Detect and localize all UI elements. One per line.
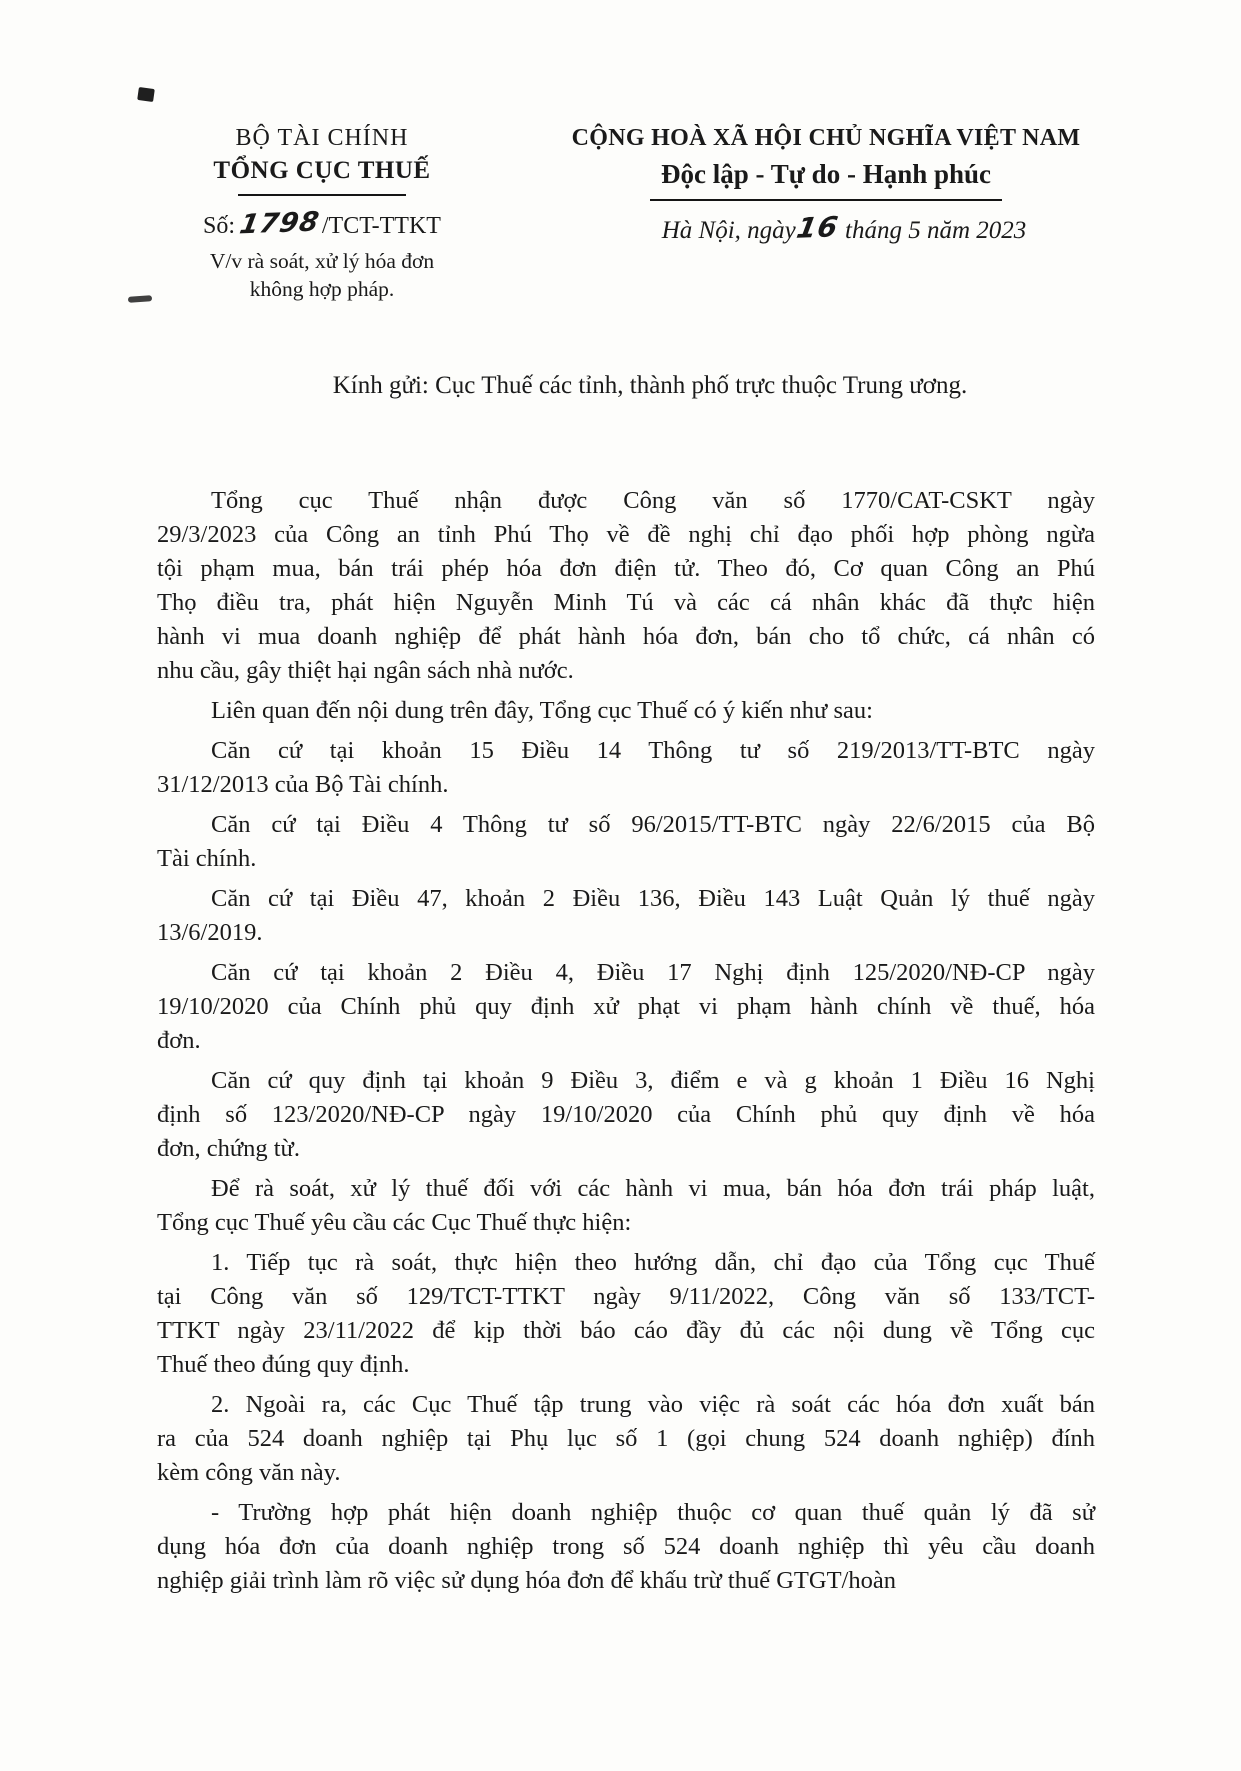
scan-artifact-left [128,295,152,303]
paragraph-line: kèm công văn này. [157,1459,341,1486]
paragraph-line: 1. Tiếp tục rà soát, thực hiện theo hướng dẫn, chỉ đạo của Tổng cục Thuế [211,1249,1095,1276]
document-body [157,484,1095,1604]
paragraph-line: dụng hóa đơn của doanh nghiệp trong số 524 doanh nghiệp thì yêu cầu doanh [157,1533,1095,1560]
place-date-prefix: Hà Nội, ngày [661,217,796,245]
salutation: Kính gửi: Cục Thuế các tỉnh, thành phố trực thuộc Trung ương. [332,372,968,399]
paragraph-line: Để rà soát, xử lý thuế đối với các hành vi mua, bán hóa đơn trái pháp luật, [211,1175,1095,1202]
paragraph [157,1246,1095,1382]
paragraph-line: đơn, chứng từ. [157,1135,300,1162]
paragraph-line: hành vi mua doanh nghiệp để phát hành hóa đơn, bán cho tổ chức, cá nhân có [157,623,1095,650]
issuing-agency-block [164,124,480,302]
subject-line-1: V/v rà soát, xử lý hóa đơn [209,248,435,273]
department-name: TỔNG CỤC THUẾ [213,157,431,185]
paragraph-line: 19/10/2020 của Chính phủ quy định xử phạt vi phạm hành chính về thuế, hóa [157,993,1095,1020]
document-number-suffix: /TCT-TTKT [321,212,441,239]
paragraph-line: Căn cứ tại khoản 15 Điều 14 Thông tư số 219/2013/TT-BTC ngày [211,737,1095,764]
agency-underline [238,194,406,196]
paragraph-line: nhu cầu, gây thiệt hại ngân sách nhà nước. [157,657,574,684]
paragraph-line: Tổng cục Thuế nhận được Công văn số 1770/CAT-CSKT ngày [211,487,1095,514]
national-header-block [540,124,1112,246]
subject-line-2: không hợp pháp. [249,276,395,301]
paragraph-line: TTKT ngày 23/11/2022 để kịp thời báo cáo đầy đủ các nội dung về Tổng cục [157,1317,1095,1344]
paragraph-line: nghiệp giải trình làm rõ việc sử dụng hóa đơn để khấu trừ thuế GTGT/hoàn [157,1567,896,1594]
place-date-line [558,212,1130,246]
paragraph [157,1064,1095,1166]
paragraph [157,484,1095,688]
paragraph-line: Tài chính. [157,845,257,872]
paragraph [157,1172,1095,1240]
scan-artifact-top [137,87,155,102]
date-handwritten: 16 [793,210,842,245]
paragraph-line: Căn cứ tại khoản 2 Điều 4, Điều 17 Nghị định 125/2020/NĐ-CP ngày [211,959,1095,986]
document-number-prefix: Số: [203,212,236,239]
paragraph [157,956,1095,1058]
paragraph-line: 2. Ngoài ra, các Cục Thuế tập trung vào việc rà soát các hóa đơn xuất bán [211,1391,1095,1418]
paragraph-line: Thọ điều tra, phát hiện Nguyễn Minh Tú và các cá nhân khác đã thực hiện [157,589,1095,616]
paragraph-line: đơn. [157,1027,201,1054]
paragraph-line: Tổng cục Thuế yêu cầu các Cục Thuế thực hiện: [157,1209,632,1236]
document-number-handwritten: 1798 [237,206,323,241]
paragraph-line: Căn cứ tại Điều 47, khoản 2 Điều 136, Điều 143 Luật Quản lý thuế ngày [211,885,1095,912]
paragraph [157,808,1095,876]
paragraph-line: định số 123/2020/NĐ-CP ngày 19/10/2020 của Chính phủ quy định về hóa [157,1101,1095,1128]
national-motto: Độc lập - Tự do - Hạnh phúc [660,158,992,189]
paragraph-line: Thuế theo đúng quy định. [157,1351,410,1378]
paragraph-line: tội phạm mua, bán trái phép hóa đơn điện tử. Theo đó, Cơ quan Công an Phú [157,555,1095,582]
paragraph [157,882,1095,950]
paragraph [157,734,1095,802]
paragraph-line: Căn cứ tại Điều 4 Thông tư số 96/2015/TT-BTC ngày 22/6/2015 của Bộ [211,811,1095,838]
paragraph-line: 31/12/2013 của Bộ Tài chính. [157,771,449,798]
paragraph-line: 13/6/2019. [157,919,263,946]
document-number-line [164,206,480,241]
paragraph-line: tại Công văn số 129/TCT-TTKT ngày 9/11/2022, Công văn số 133/TCT- [157,1283,1095,1310]
paragraph-line: ra của 524 doanh nghiệp tại Phụ lục số 1 (gọi chung 524 doanh nghiệp) đính [157,1425,1095,1452]
motto-underline [650,199,1002,201]
paragraph-line: - Trường hợp phát hiện doanh nghiệp thuộc cơ quan thuế quản lý đã sử [211,1499,1095,1526]
paragraph [157,694,1095,728]
ministry-name: BỘ TÀI CHÍNH [235,125,409,151]
paragraph-line: Căn cứ quy định tại khoản 9 Điều 3, điểm e và g khoản 1 Điều 16 Nghị [211,1067,1095,1094]
paragraph-line: Liên quan đến nội dung trên đây, Tổng cục Thuế có ý kiến như sau: [211,697,873,724]
paragraph-line: 29/3/2023 của Công an tỉnh Phú Thọ về đề nghị chỉ đạo phối hợp phòng ngừa [157,521,1095,548]
paragraph [157,1388,1095,1490]
place-date-suffix: tháng 5 năm 2023 [845,217,1027,245]
national-title: CỘNG HOÀ XÃ HỘI CHỦ NGHĨA VIỆT NAM [571,125,1081,151]
paragraph [157,1496,1095,1598]
